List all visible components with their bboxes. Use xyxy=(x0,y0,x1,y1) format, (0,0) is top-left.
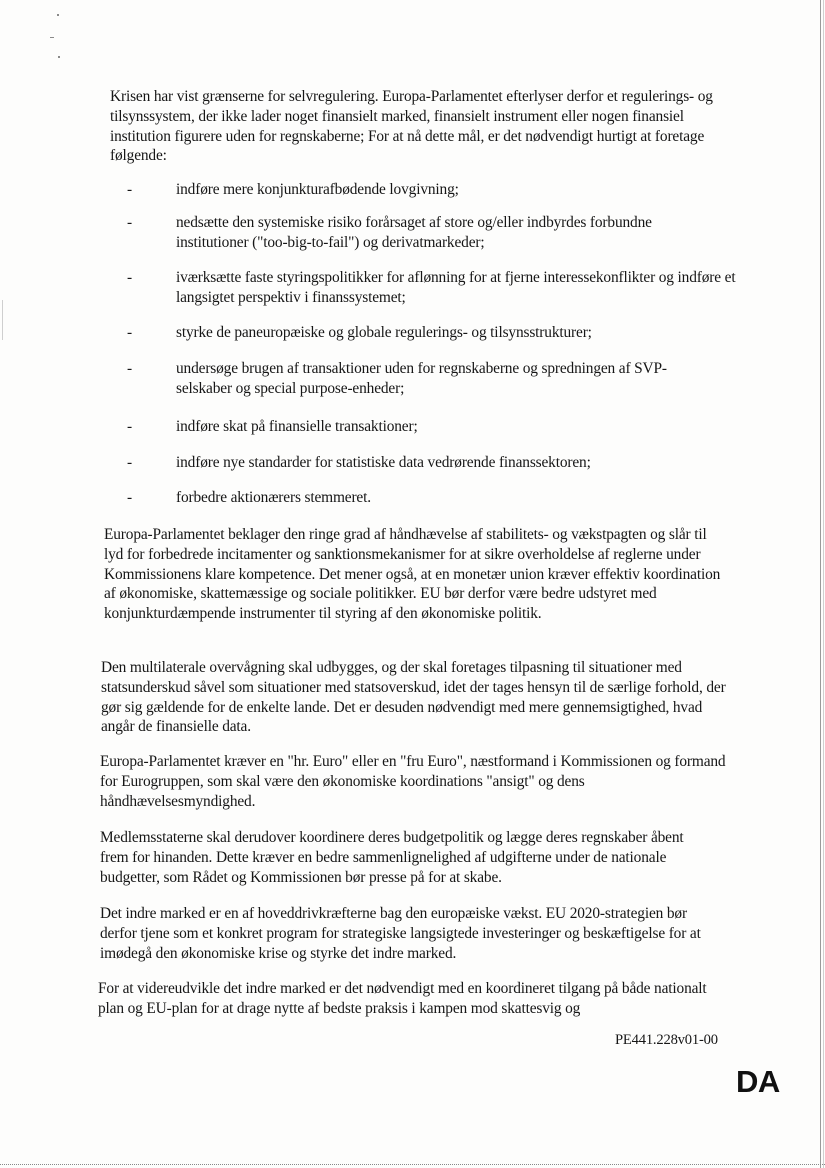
scan-edge xyxy=(0,1163,825,1165)
document-reference: PE441.228v01-00 xyxy=(615,1032,718,1048)
scan-speck xyxy=(50,37,54,38)
list-item-text: indføre skat på finansielle transaktioner; xyxy=(176,418,418,435)
list-item-text: forbedre aktionærers stemmeret. xyxy=(176,489,371,506)
scan-speck xyxy=(58,56,60,58)
body-paragraph: Den multilaterale overvågning skal udbygges, og der skal foretages tilpasning til situationer med statsunderskud såvel som situationer med statsoverskud, idet der tages hensyn til de særlige forhold, der gør sig gældende for de enkelte lande. Det er desuden nødvendigt med mere gennemsigtighed, hvad angår de finansielle data. xyxy=(101,659,726,736)
list-item-text: iværksætte faste styringspolitikker for aflønning for at fjerne interessekonflikter og indføre et langsigtet perspektiv i finanssystemet; xyxy=(176,269,736,306)
list-item-text: indføre nye standarder for statistiske data vedrørende finanssektoren; xyxy=(176,454,591,471)
bullet-dash: - xyxy=(127,269,132,286)
bullet-dash: - xyxy=(127,360,132,377)
list-item-text: indføre mere konjunkturafbødende lovgivning; xyxy=(176,181,459,198)
bullet-dash: - xyxy=(127,454,132,471)
scan-edge xyxy=(820,0,821,1168)
body-paragraph: For at videreudvikle det indre marked er det nødvendigt med en koordineret tilgang på både nationalt plan og EU-plan for at drage nytte af bedste praksis i kampen mod skattesvig og xyxy=(98,980,707,1017)
bullet-dash: - xyxy=(127,214,132,231)
scan-edge xyxy=(823,0,824,1168)
body-paragraph: Medlemsstaterne skal derudover koordinere deres budgetpolitik og lægge deres regnskaber åbent frem for hinanden. Dette kræver en bedre sammenlignelighed af udgifterne under de nationale budgetter, som Rådet og Kommissionen bør presse på for at skabe. xyxy=(100,829,684,886)
intro-paragraph: Krisen har vist grænserne for selvregulering. Europa-Parlamentet efterlyser derfor et regulerings- og tilsynssystem, der ikke lader noget finansielt marked, finansielt instrument eller nogen finansiel institution figurere uden for regnskaberne; For at nå dette mål, er det nødvendigt hurtigt at foretage følgende: xyxy=(110,88,713,165)
bullet-dash: - xyxy=(127,489,132,506)
scan-speck xyxy=(57,14,59,16)
language-code: DA xyxy=(736,1064,780,1099)
list-item-text: styrke de paneuropæiske og globale regulerings- og tilsynsstrukturer; xyxy=(176,324,592,341)
list-item-text: undersøge brugen af transaktioner uden for regnskaberne og spredningen af SVP-selskaber og special purpose-enheder; xyxy=(176,360,667,397)
body-paragraph: Europa-Parlamentet beklager den ringe grad af håndhævelse af stabilitets- og vækstpagten og slår til lyd for forbedrede incitamenter og sanktionsmekanismer for at sikre overholdelse af reglerne under Kommissionens klare kompetence. Det mener også, at en monetær union kræver effektiv koordination af økonomiske, skattemæssige og sociale politikker. EU bør derfor være bedre udstyret med konjunkturdæmpende instrumenter til styring af den økonomiske politik. xyxy=(104,526,721,623)
body-paragraph: Det indre marked er en af hoveddrivkræfterne bag den europæiske vækst. EU 2020-strategien bør derfor tjene som et konkret program for strategiske langsigtede investeringer og beskæftigelse for at imødegå den økonomiske krise og styrke det indre marked. xyxy=(100,905,701,962)
bullet-dash: - xyxy=(127,324,132,341)
scan-speck xyxy=(2,300,3,340)
list-item-text: nedsætte den systemiske risiko forårsaget af store og/eller indbyrdes forbundne institutioner ("too-big-to-fail") og derivatmarkeder; xyxy=(176,214,652,251)
body-paragraph: Europa-Parlamentet kræver en "hr. Euro" eller en "fru Euro", næstformand i Kommissionen og formand for Eurogruppen, som skal være den økonomiske koordinations "ansigt" og dens håndhævelsesmyndighed. xyxy=(100,753,726,810)
bullet-dash: - xyxy=(127,418,132,435)
bullet-dash: - xyxy=(127,181,132,198)
